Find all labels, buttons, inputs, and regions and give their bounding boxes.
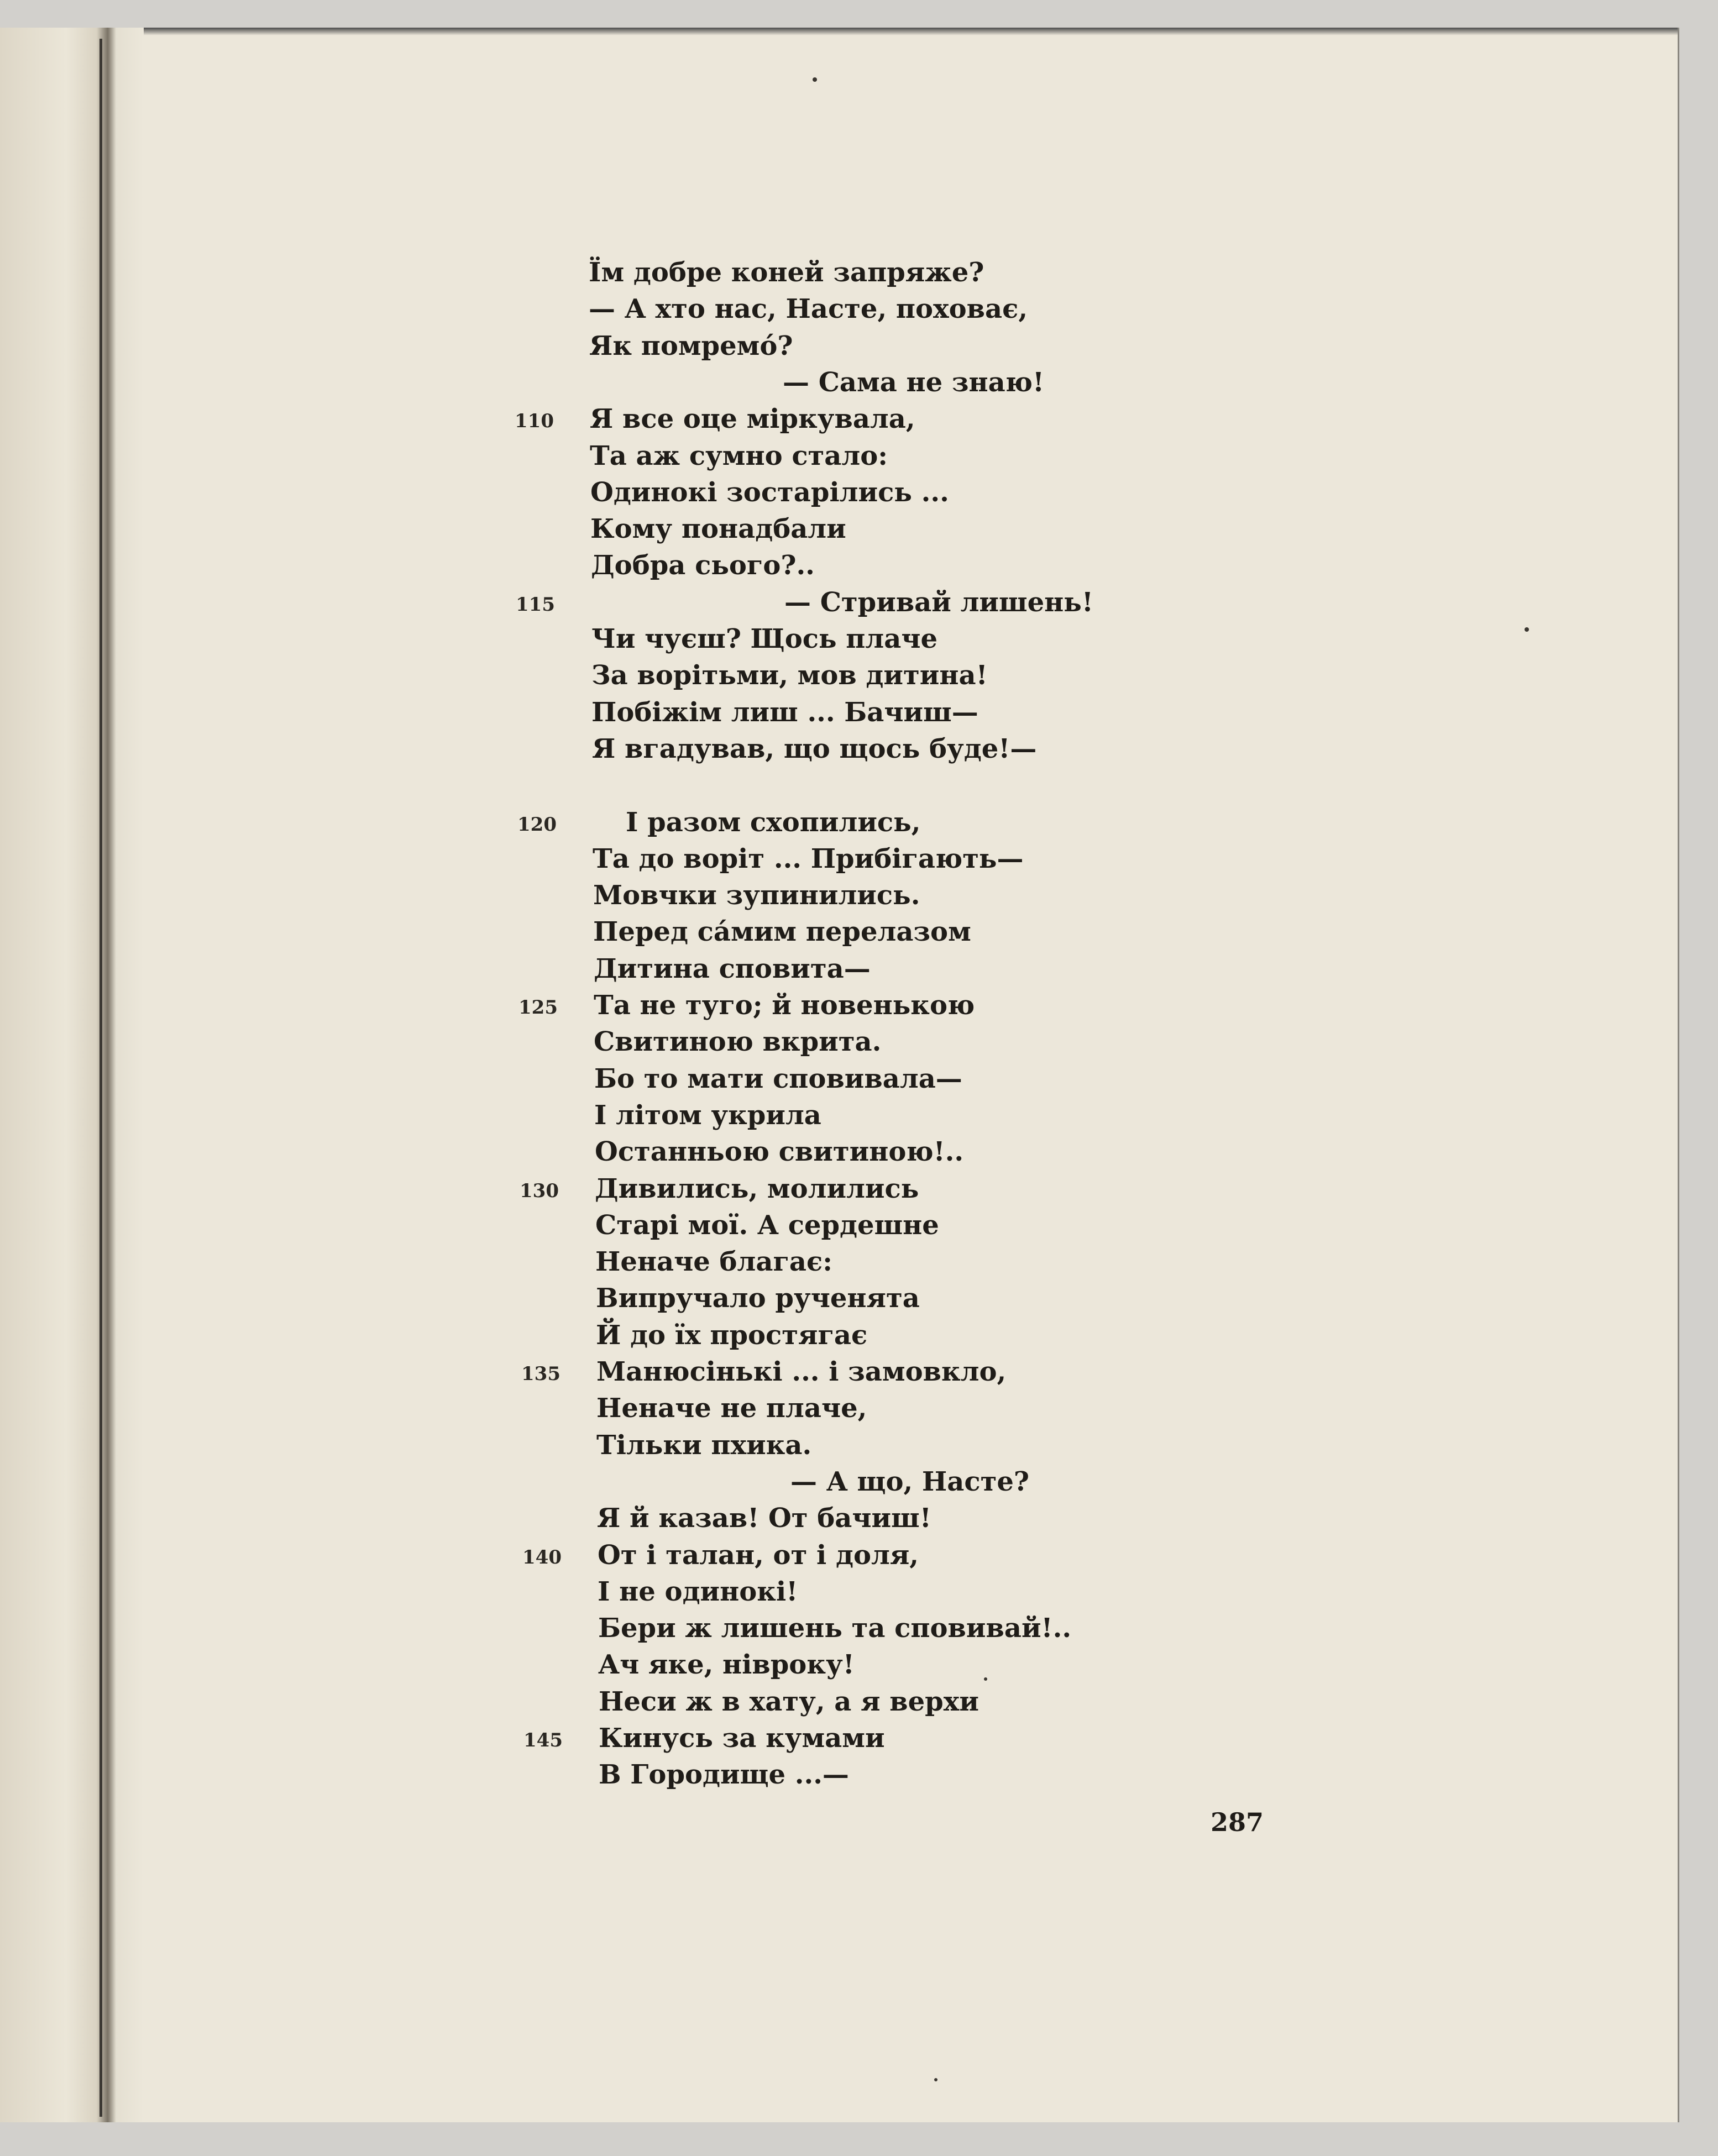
poem-line-text: Кому понадбали — [590, 513, 846, 545]
poem-line — [0, 1283, 1678, 1319]
poem-line — [0, 880, 1678, 916]
line-number: 135 — [521, 1363, 561, 1385]
line-number: 125 — [518, 996, 558, 1019]
poem-line-text: Добра сього?.. — [591, 550, 815, 581]
poem-line-text: Перед са́мим перелазом — [593, 916, 971, 948]
poem-line — [0, 477, 1678, 513]
poem-line — [0, 293, 1678, 330]
poem-line-text: Як помремо́? — [589, 330, 793, 361]
poem-line-text: Одинокі зостарілись ... — [590, 476, 949, 508]
poem-line — [0, 1686, 1678, 1723]
poem-line-text: Неси ж в хату, а я верхи — [599, 1686, 979, 1717]
poem-line-text: Я все оце міркувала, — [590, 403, 915, 435]
poem-line — [0, 623, 1678, 660]
poem-line — [0, 331, 1678, 367]
poem-line — [0, 953, 1678, 990]
poem-line — [0, 1466, 1678, 1503]
poem-line — [0, 1210, 1678, 1246]
poem-line — [0, 1100, 1678, 1136]
book-page — [0, 28, 1679, 2122]
poem-line-text: Старі мої. А сердешне — [595, 1209, 939, 1241]
page-number: 287 — [1211, 1807, 1264, 1837]
poem-line — [0, 1613, 1678, 1649]
poem-line — [0, 843, 1678, 880]
poem-line-text: — Сама не знаю! — [783, 366, 1045, 398]
poem-line-text: Я вгадував, що щось буде!— — [592, 733, 1037, 764]
poem-line-text: В Городище ...— — [599, 1759, 849, 1791]
paper-speck — [813, 77, 817, 82]
poem-line — [0, 990, 1678, 1026]
poem-line — [0, 1136, 1678, 1173]
poem-line-text: Та аж сумно стало: — [590, 440, 888, 471]
poem-line-text: Їм добре коней запряже? — [589, 257, 984, 288]
poem-line — [0, 367, 1678, 403]
poem-line-text: Та не туго; й новенькою — [594, 990, 975, 1021]
poem-line-text: Побіжім лиш ... Бачиш— — [591, 696, 978, 728]
paper-speck — [1525, 627, 1529, 632]
poem-line — [0, 1320, 1678, 1356]
poem-line — [0, 660, 1678, 696]
poem-line-text: Свитиною вкрита. — [594, 1026, 882, 1058]
line-number: 140 — [522, 1546, 562, 1569]
line-number: 145 — [523, 1729, 563, 1751]
poem-line-text: Бери ж лишень та сповивай!.. — [598, 1613, 1072, 1644]
poem-line — [0, 733, 1678, 770]
poem-line-text: Мовчки зупинились. — [593, 880, 920, 911]
poem-line — [0, 1246, 1678, 1283]
poem-line-text: Випручало рученята — [596, 1283, 920, 1314]
poem-line-text: I літом укрила — [594, 1099, 821, 1131]
poem-line — [0, 1540, 1678, 1576]
poem-line — [0, 1393, 1678, 1429]
poem-line-text: Ач яке, нівроку! — [598, 1649, 855, 1681]
poem-line-text: Та до воріт ... Прибігають— — [593, 843, 1024, 874]
poem-line-text: От і талан, от і доля, — [598, 1539, 919, 1571]
poem-line — [0, 770, 1678, 806]
poem-line — [0, 916, 1678, 953]
poem-line — [0, 1430, 1678, 1466]
line-number: 115 — [516, 593, 555, 616]
poem-line-text: Й до їх простягає — [596, 1319, 868, 1351]
poem-line-text: Дитина сповита— — [594, 953, 871, 984]
poem-line-text: Я й казав! От бачиш! — [597, 1503, 931, 1534]
poem-line — [0, 1503, 1678, 1539]
poem-line — [0, 697, 1678, 733]
poem-line — [0, 257, 1678, 293]
poem-line — [0, 513, 1678, 550]
poem-line-text: — А хто нас, Насте, поховає, — [589, 293, 1028, 325]
poem-line — [0, 1063, 1678, 1100]
poem-line-text: Манюсінькі ... і замовкло, — [596, 1356, 1007, 1387]
poem-line — [0, 1759, 1678, 1796]
poem-line-text: Тільки пхика. — [596, 1429, 812, 1461]
poem-line-text: I не одинокі! — [598, 1576, 798, 1607]
poem-line — [0, 440, 1678, 477]
line-number: 110 — [515, 410, 554, 433]
paper-speck — [984, 1677, 987, 1681]
poem-line-text: Кинусь за кумами — [599, 1723, 885, 1754]
poem-line — [0, 587, 1678, 623]
poem-line-text: Останньою свитиною!.. — [595, 1136, 964, 1168]
page-top-shadow — [0, 28, 1678, 35]
poem-line-text: Неначе благає: — [595, 1246, 832, 1278]
poem-line — [0, 1649, 1678, 1686]
poem-line-text: — А що, Насте? — [790, 1466, 1029, 1497]
poem-line-text: Дивились, молились — [595, 1173, 919, 1204]
poem-line — [0, 1723, 1678, 1759]
poem-line — [0, 1026, 1678, 1063]
paper-speck — [934, 2078, 937, 2081]
poem-line — [0, 403, 1678, 440]
poem-line — [0, 550, 1678, 586]
poem-line — [0, 1576, 1678, 1613]
line-number: 130 — [520, 1179, 559, 1202]
poem-line-text: Неначе не плаче, — [596, 1393, 867, 1424]
poem-line-text: За ворітьми, мов дитина! — [591, 660, 988, 691]
poem-line-text: Чи чуєш? Щось плаче — [591, 623, 937, 654]
poem-line — [0, 1173, 1678, 1210]
poem-line — [0, 807, 1678, 843]
line-number: 120 — [517, 813, 557, 836]
poem-line-text: — Стривай лишень! — [784, 586, 1093, 618]
poem-line-text: Бо то мати сповивала— — [594, 1063, 962, 1094]
poem-line — [0, 1356, 1678, 1393]
poem-line-text: I разом схопились, — [626, 806, 921, 838]
